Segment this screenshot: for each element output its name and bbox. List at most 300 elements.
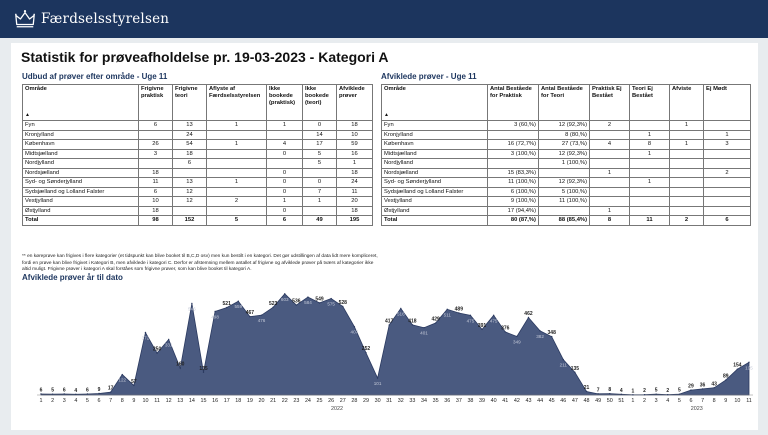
data-label: 211: [559, 362, 567, 368]
data-label: 521: [222, 301, 231, 308]
x-tick-label: 1: [39, 398, 43, 404]
value-cell: [670, 187, 704, 197]
x-tick-label: 2: [51, 398, 55, 404]
value-cell: [704, 149, 751, 159]
data-label: 475: [489, 318, 498, 324]
area-name-cell: Total: [382, 216, 488, 226]
data-point[interactable]: [330, 298, 331, 299]
data-label: 462: [524, 311, 533, 318]
area-name-cell: Kronjylland: [382, 130, 488, 140]
x-tick-label: 5: [677, 398, 681, 404]
data-label: 523: [268, 300, 278, 307]
data-label: 4: [619, 387, 623, 394]
data-point[interactable]: [296, 304, 297, 305]
value-cell: 27 (73,%): [539, 140, 590, 150]
value-cell: [590, 187, 630, 197]
data-point[interactable]: [539, 330, 540, 331]
value-cell: 1: [303, 197, 337, 207]
data-label: 584: [304, 300, 312, 306]
value-cell: [704, 121, 751, 131]
x-tick-label: 44: [537, 398, 544, 404]
x-tick-label: 10: [142, 398, 149, 404]
x-tick-label: 3: [654, 398, 658, 404]
area-name-cell: Østjylland: [23, 206, 139, 216]
data-point[interactable]: [667, 394, 668, 395]
data-point[interactable]: [400, 308, 401, 309]
data-label: 407: [350, 329, 359, 335]
value-cell: [630, 168, 670, 178]
x-tick-label: 46: [560, 398, 567, 404]
x-tick-label: 9: [724, 398, 728, 404]
value-cell: [267, 159, 303, 169]
value-cell: 13: [173, 178, 207, 188]
column-header[interactable]: [704, 85, 751, 121]
value-cell: [207, 149, 267, 159]
value-cell: [630, 206, 670, 216]
value-cell: 15 (83,3%): [488, 168, 539, 178]
data-point[interactable]: [563, 359, 564, 360]
x-tick-label: 28: [351, 398, 358, 404]
table-row: [382, 178, 751, 188]
column-header-label: Frigivne teori: [175, 86, 198, 99]
x-tick-label: 7: [701, 398, 705, 404]
value-cell: [704, 187, 751, 197]
value-cell: 6: [704, 216, 751, 226]
data-point[interactable]: [284, 293, 285, 294]
value-cell: [704, 178, 751, 188]
x-tick-label: 45: [548, 398, 555, 404]
value-cell: 1: [670, 121, 704, 131]
value-cell: 3 (100,%): [488, 149, 539, 159]
x-tick-label: 40: [490, 398, 497, 404]
column-header[interactable]: [488, 85, 539, 121]
data-label: 549: [315, 296, 324, 303]
data-label: 559: [234, 304, 243, 310]
data-label: 575: [327, 301, 335, 307]
value-cell: [590, 159, 630, 169]
right-table-title: Afviklede prøver - Uge 11: [381, 72, 477, 81]
value-cell: 54: [173, 140, 207, 150]
table-row: [382, 130, 751, 140]
data-label: 57: [131, 378, 137, 385]
data-point[interactable]: [574, 372, 575, 373]
sort-ascending-icon[interactable]: ▲: [25, 112, 30, 118]
value-cell: 16: [337, 149, 373, 159]
x-tick-label: 34: [421, 398, 428, 404]
data-label: 372: [141, 335, 150, 341]
data-label: 9: [97, 386, 101, 393]
brand-name: Færdselsstyrelsen: [41, 11, 170, 27]
data-point[interactable]: [586, 391, 587, 392]
value-cell: [670, 168, 704, 178]
data-point[interactable]: [40, 393, 41, 394]
value-cell: [630, 197, 670, 207]
table-header-row: [382, 85, 751, 121]
data-point[interactable]: [307, 296, 308, 297]
table-row: [23, 121, 373, 131]
value-cell: 1 (100,%): [539, 159, 590, 169]
value-cell: [139, 159, 173, 169]
area-name-cell: Fyn: [382, 121, 488, 131]
table-row: [23, 206, 373, 216]
value-cell: [207, 168, 267, 178]
value-cell: [670, 130, 704, 140]
value-cell: 0: [267, 187, 303, 197]
value-cell: 2: [704, 168, 751, 178]
data-point[interactable]: [98, 393, 99, 394]
value-cell: 12: [173, 197, 207, 207]
column-header-label: Antal Beståede for Praktisk: [490, 86, 532, 99]
data-label: 536: [292, 298, 301, 305]
left-table-title: Udbud af prøver efter område - Uge 11: [22, 72, 168, 81]
table-row: [23, 197, 373, 207]
data-point[interactable]: [470, 315, 471, 316]
data-label: 476: [257, 318, 266, 324]
value-cell: [590, 197, 630, 207]
value-cell: [670, 149, 704, 159]
x-tick-label: 47: [571, 398, 578, 404]
year-label: 2023: [690, 406, 703, 412]
x-tick-label: 31: [386, 398, 393, 404]
column-header[interactable]: [139, 85, 173, 121]
value-cell: [207, 187, 267, 197]
value-cell: 6: [267, 216, 303, 226]
x-tick-label: 14: [188, 398, 195, 404]
value-cell: [670, 178, 704, 188]
value-cell: [590, 149, 630, 159]
data-point[interactable]: [690, 389, 691, 390]
x-tick-label: 30: [374, 398, 381, 404]
x-tick-label: 11: [746, 398, 752, 404]
table-row: [23, 168, 373, 178]
data-label: 418: [408, 318, 417, 325]
x-tick-label: 33: [409, 398, 416, 404]
data-label: 160: [176, 361, 185, 368]
data-label: 546: [188, 306, 196, 312]
value-cell: 24: [173, 130, 207, 140]
value-cell: [303, 206, 337, 216]
data-label: 348: [547, 330, 556, 337]
column-header[interactable]: [539, 85, 590, 121]
data-point[interactable]: [412, 324, 413, 325]
completed-tests-table: [381, 84, 751, 226]
column-header[interactable]: [207, 85, 267, 121]
series-area[interactable]: [41, 294, 749, 395]
x-tick-label: 18: [235, 398, 242, 404]
value-cell: 14: [303, 130, 337, 140]
area-name-cell: Total: [23, 216, 139, 226]
x-tick-label: 39: [479, 398, 486, 404]
value-cell: [670, 206, 704, 216]
value-cell: [704, 159, 751, 169]
value-cell: 1: [590, 168, 630, 178]
table-row: [23, 159, 373, 169]
column-header[interactable]: [590, 85, 630, 121]
value-cell: [173, 168, 207, 178]
x-tick-label: 3: [62, 398, 66, 404]
value-cell: 152: [173, 216, 207, 226]
column-header[interactable]: [23, 85, 139, 121]
value-cell: 3: [139, 149, 173, 159]
value-cell: 1: [267, 121, 303, 131]
value-cell: 8: [590, 216, 630, 226]
column-header-label: Afviklede prøver: [339, 86, 365, 99]
page-title: Statistik for prøveafholdelse pr. 19-03-2023 - Kategori A: [21, 49, 389, 65]
value-cell: 6: [173, 159, 207, 169]
x-tick-label: 24: [304, 398, 311, 404]
data-point[interactable]: [702, 388, 703, 389]
brand[interactable]: [14, 8, 169, 30]
data-point[interactable]: [597, 393, 598, 394]
table-row: [382, 149, 751, 159]
value-cell: 59: [337, 140, 373, 150]
data-point[interactable]: [122, 374, 123, 375]
value-cell: 17 (94,4%): [488, 206, 539, 216]
data-point[interactable]: [505, 331, 506, 332]
data-point[interactable]: [168, 339, 169, 340]
data-label: 511: [443, 312, 451, 318]
value-cell: 1: [207, 121, 267, 131]
completed-tests-area-chart: [11, 283, 758, 428]
value-cell: 98: [139, 216, 173, 226]
data-label: 89: [723, 373, 729, 380]
x-tick-label: 41: [502, 398, 509, 404]
value-cell: 6: [139, 187, 173, 197]
value-cell: [704, 206, 751, 216]
data-point[interactable]: [516, 336, 517, 337]
value-cell: 3: [704, 140, 751, 150]
data-label: 467: [245, 310, 255, 317]
data-label: 391: [477, 322, 487, 329]
data-point[interactable]: [261, 314, 262, 315]
table-row: [23, 187, 373, 197]
data-point[interactable]: [354, 326, 355, 327]
value-cell: [207, 130, 267, 140]
data-label: 135: [570, 365, 580, 372]
x-tick-label: 42: [513, 398, 520, 404]
data-point[interactable]: [342, 306, 343, 307]
data-point[interactable]: [249, 316, 250, 317]
value-cell: [704, 197, 751, 207]
table-row: [382, 159, 751, 169]
value-cell: 13: [173, 121, 207, 131]
value-cell: 11: [337, 187, 373, 197]
x-tick-label: 32: [397, 398, 404, 404]
table-row: [382, 140, 751, 150]
value-cell: 12: [173, 187, 207, 197]
value-cell: [207, 159, 267, 169]
data-point[interactable]: [748, 362, 749, 363]
value-cell: 4: [267, 140, 303, 150]
column-header-label: Afviste: [672, 86, 692, 92]
data-label: 1: [631, 388, 635, 395]
value-cell: 24: [337, 178, 373, 188]
value-cell: [539, 206, 590, 216]
column-header-label: Ikke bookede (praktisk): [269, 86, 296, 106]
area-name-cell: Sydsjælland og Lolland Falster: [382, 187, 488, 197]
total-row: [382, 216, 751, 226]
value-cell: 0: [267, 178, 303, 188]
x-tick-label: 25: [316, 398, 323, 404]
data-label: 498: [211, 314, 219, 320]
data-label: 101: [373, 381, 382, 387]
column-header[interactable]: [670, 85, 704, 121]
value-cell: 18: [139, 206, 173, 216]
x-tick-label: 16: [212, 398, 219, 404]
data-label: 528: [338, 299, 347, 306]
data-point[interactable]: [423, 327, 424, 328]
column-header-label: Aflyste af Færdselsstyrelsen: [209, 86, 261, 99]
crown-icon: [14, 8, 36, 30]
x-tick-label: 13: [177, 398, 184, 404]
value-cell: [488, 130, 539, 140]
data-point[interactable]: [447, 309, 448, 310]
x-tick-label: 6: [97, 398, 101, 404]
data-point[interactable]: [481, 329, 482, 330]
value-cell: 18: [173, 149, 207, 159]
value-cell: 0: [267, 149, 303, 159]
x-tick-label: 5: [85, 398, 89, 404]
x-tick-label: 35: [432, 398, 439, 404]
area-name-cell: Nordjylland: [23, 159, 139, 169]
column-header[interactable]: [303, 85, 337, 121]
data-point[interactable]: [725, 379, 726, 380]
table-row: [382, 197, 751, 207]
value-cell: [630, 159, 670, 169]
data-point[interactable]: [238, 301, 239, 302]
data-label: 5: [51, 387, 54, 394]
data-point[interactable]: [64, 393, 65, 394]
column-header-label: Ikke bookede (teori): [305, 86, 329, 106]
value-cell: 8: [630, 140, 670, 150]
x-tick-label: 8: [712, 398, 716, 404]
data-label: 5: [654, 387, 658, 394]
x-tick-label: 11: [154, 398, 160, 404]
data-label: 429: [431, 316, 440, 323]
value-cell: 12 (92,3%): [539, 178, 590, 188]
area-name-cell: Nordsjælland: [23, 168, 139, 178]
column-header[interactable]: [630, 85, 670, 121]
value-cell: 1: [630, 130, 670, 140]
value-cell: 4: [590, 140, 630, 150]
column-header[interactable]: [173, 85, 207, 121]
data-label: 21: [583, 384, 590, 391]
value-cell: [539, 168, 590, 178]
value-cell: 10: [337, 130, 373, 140]
x-tick-label: 22: [281, 398, 288, 404]
data-point[interactable]: [203, 372, 204, 373]
data-point[interactable]: [214, 311, 215, 312]
data-point[interactable]: [377, 377, 378, 378]
data-point[interactable]: [191, 303, 192, 304]
value-cell: 18: [337, 168, 373, 178]
value-cell: [207, 206, 267, 216]
table-row: [382, 168, 751, 178]
value-cell: 1: [207, 178, 267, 188]
value-cell: 12 (92,3%): [539, 121, 590, 131]
x-tick-label: 6: [689, 398, 693, 404]
value-cell: 0: [303, 121, 337, 131]
x-tick-label: 36: [444, 398, 451, 404]
value-cell: 80 (87,%): [488, 216, 539, 226]
data-point[interactable]: [435, 322, 436, 323]
data-point[interactable]: [145, 332, 146, 333]
value-cell: 26: [139, 140, 173, 150]
x-tick-label: 19: [246, 398, 253, 404]
column-header[interactable]: [382, 85, 488, 121]
table-row: [23, 149, 373, 159]
data-label: 349: [513, 339, 521, 345]
table-row: [382, 187, 751, 197]
data-point[interactable]: [110, 391, 111, 392]
header-bar: [0, 0, 768, 38]
area-name-cell: Nordsjælland: [382, 168, 488, 178]
table-row: [382, 206, 751, 216]
value-cell: 16 (72,7%): [488, 140, 539, 150]
column-header[interactable]: [337, 85, 373, 121]
data-point[interactable]: [493, 315, 494, 316]
value-cell: 5 (100,%): [539, 187, 590, 197]
data-point[interactable]: [737, 368, 738, 369]
area-name-cell: Kronjylland: [23, 130, 139, 140]
data-point[interactable]: [713, 387, 714, 388]
x-tick-label: 23: [293, 398, 300, 404]
value-cell: 49: [303, 216, 337, 226]
data-label: 29: [688, 383, 694, 390]
value-cell: [488, 159, 539, 169]
x-tick-label: 48: [583, 398, 590, 404]
value-cell: 18: [139, 168, 173, 178]
x-tick-label: 37: [455, 398, 462, 404]
value-cell: 11: [630, 216, 670, 226]
value-cell: 11: [139, 178, 173, 188]
data-label: 250: [152, 346, 162, 353]
value-cell: [590, 178, 630, 188]
area-name-cell: Fyn: [23, 121, 139, 131]
data-label: 382: [536, 333, 544, 339]
data-label: 2: [666, 388, 670, 395]
data-label: 122: [118, 377, 127, 383]
x-tick-label: 20: [258, 398, 265, 404]
data-label: 43: [711, 381, 717, 388]
year-label: 2022: [330, 406, 343, 412]
data-label: 417: [385, 318, 394, 325]
data-label: 8: [608, 387, 612, 394]
value-cell: 6 (100,%): [488, 187, 539, 197]
x-tick-label: 2: [643, 398, 647, 404]
value-cell: 88 (85,4%): [539, 216, 590, 226]
value-cell: 1: [670, 140, 704, 150]
data-point[interactable]: [365, 352, 366, 353]
area-name-cell: Østjylland: [382, 206, 488, 216]
data-label: 6: [62, 387, 66, 394]
data-point[interactable]: [226, 307, 227, 308]
column-header[interactable]: [267, 85, 303, 121]
value-cell: 2: [670, 216, 704, 226]
area-name-cell: Sydsjælland og Lolland Falster: [23, 187, 139, 197]
data-label: 5: [677, 387, 681, 394]
sort-ascending-icon[interactable]: ▲: [384, 112, 389, 118]
x-tick-label: 12: [165, 398, 172, 404]
value-cell: [670, 159, 704, 169]
data-label: 252: [361, 346, 371, 353]
data-point[interactable]: [87, 393, 88, 394]
data-label: 376: [501, 325, 510, 332]
column-header-label: Praktisk Ej Bestået: [592, 86, 622, 99]
value-cell: 1: [630, 149, 670, 159]
data-point[interactable]: [644, 394, 645, 395]
chart-title: Afviklede prøver år til dato: [22, 273, 123, 282]
